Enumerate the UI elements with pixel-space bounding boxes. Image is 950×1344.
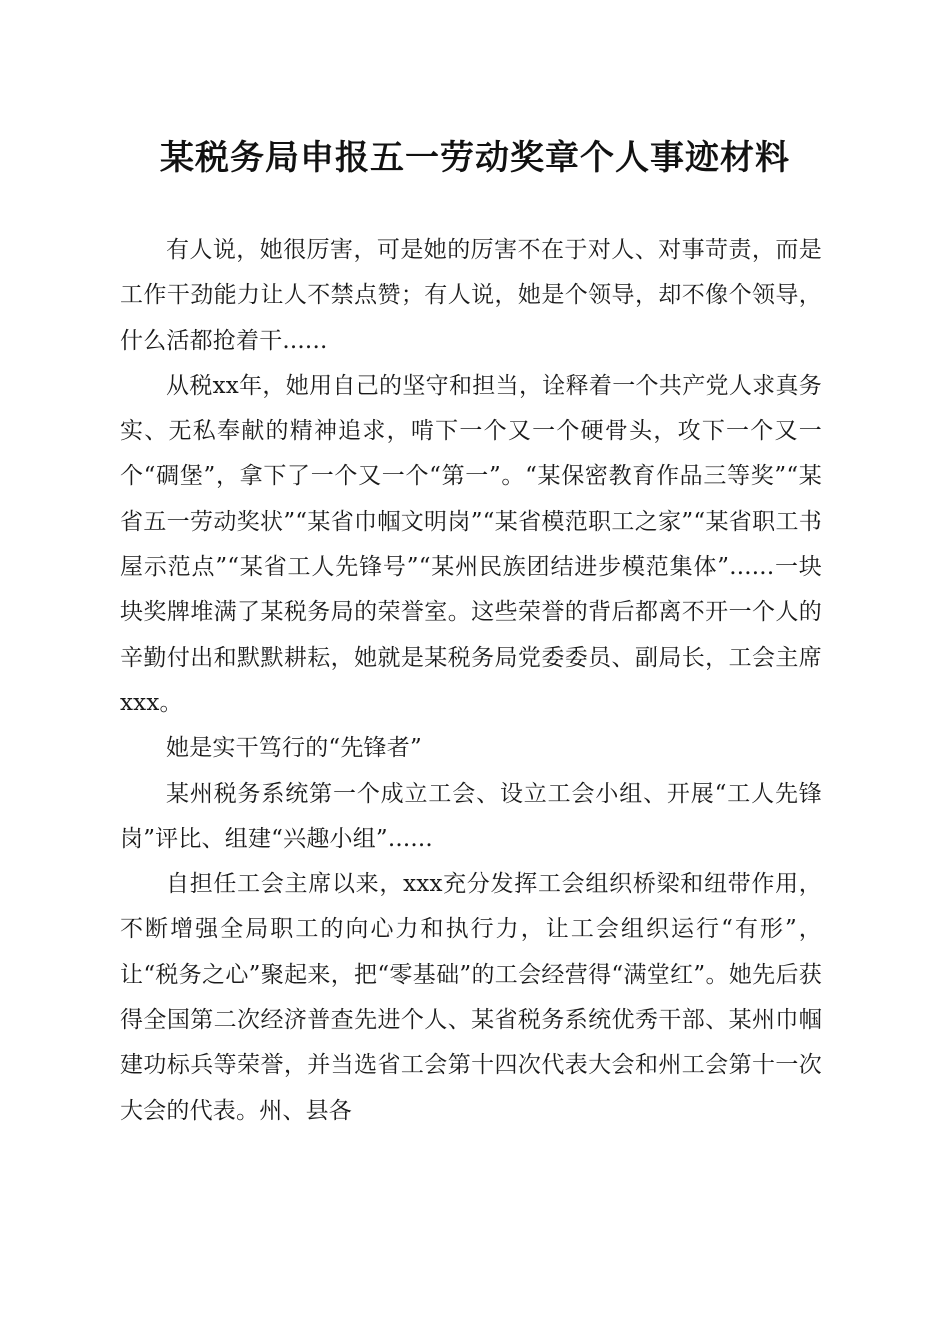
document-title: 某税务局申报五一劳动奖章个人事迹材料 bbox=[160, 138, 790, 178]
document-body bbox=[120, 228, 822, 1134]
paragraph-intro: 有人说，她很厉害，可是她的厉害不在于对人、对事苛责，而是工作干劲能力让人不禁点赞；有人说，她是个领导，却不像个领导，什么活都抢着干...... bbox=[120, 237, 822, 354]
section-heading: 她是实干笃行的“先锋者” bbox=[166, 735, 422, 762]
paragraph-firsts: 某州税务系统第一个成立工会、设立工会小组、开展“工人先锋岗”评比、组建“兴趣小组”...... bbox=[120, 780, 822, 852]
paragraph-honors: 从税xx年，她用自己的坚守和担当，诠释着一个共产党人求真务实、无私奉献的精神追求，啃下一个又一个硬骨头，攻下一个又一个“碉堡”，拿下了一个又一个“第一”。“某保密教育作品三等奖”“某省五一劳动奖状”“某省巾帼文明岗”“某省模范职工之家”“某省职工书屋示范点”“某省工人先锋号”“某州民族团结进步模范集体”......一块块奖牌堆满了某税务局的荣誉室。这些荣誉的背后都离不开一个人的辛勤付出和默默耕耘，她就是某税务局党委委员、副局长，工会主席xxx。 bbox=[120, 372, 822, 716]
paragraph-union-chair: 自担任工会主席以来，xxx充分发挥工会组织桥梁和纽带作用，不断增强全局职工的向心力和执行力，让工会组织运行“有形”，让“税务之心”聚起来，把“零基础”的工会经营得“满堂红”。她先后获得全国第二次经济普查先进个人、某省税务系统优秀干部、某州巾帼建功标兵等荣誉，并当选省工会第十四次代表大会和州工会第十一次大会的代表。州、县各 bbox=[120, 871, 822, 1124]
